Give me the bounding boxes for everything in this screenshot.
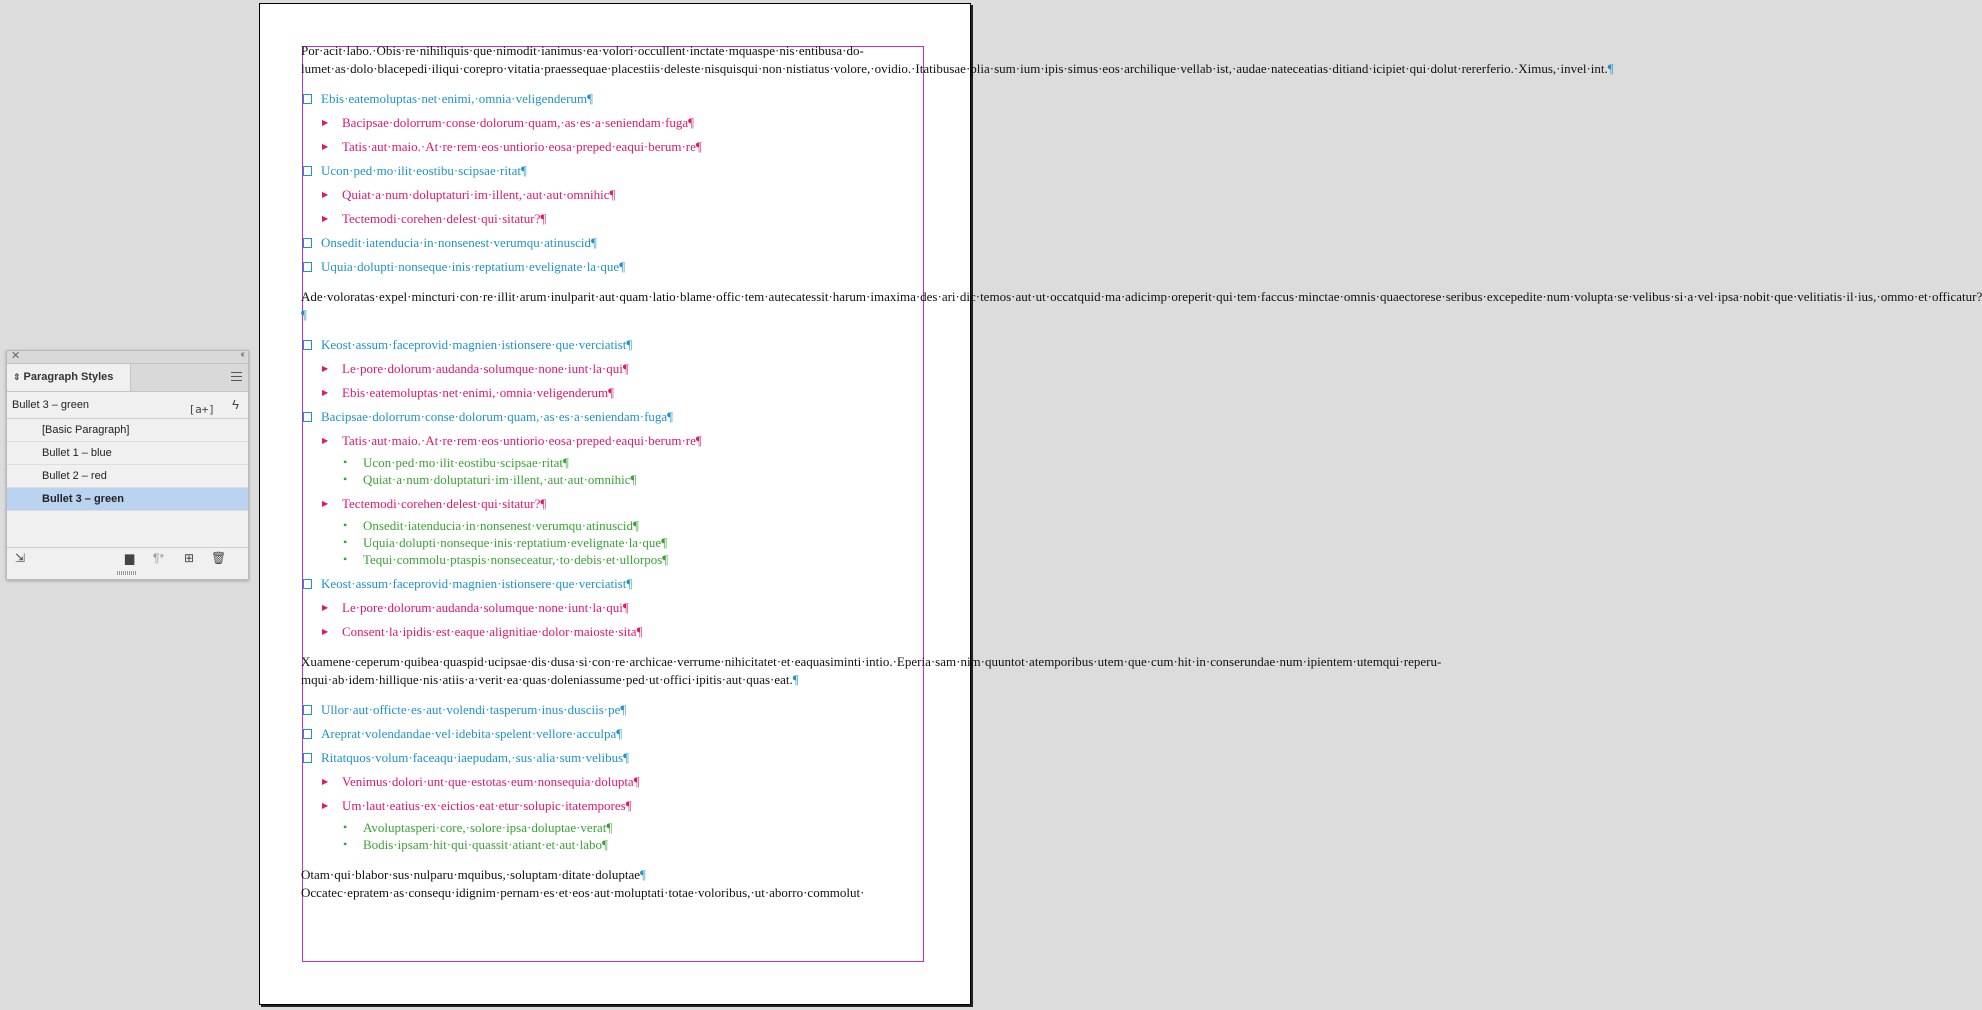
sort-arrows-icon: ⇕ bbox=[13, 372, 21, 382]
style-item-bullet-2-red[interactable]: Bullet 2 – red bbox=[7, 465, 248, 488]
style-item-bullet-1-blue[interactable]: Bullet 1 – blue bbox=[7, 442, 248, 465]
pilcrow-mark: ¶ bbox=[667, 409, 674, 424]
pilcrow-mark: ¶ bbox=[301, 306, 307, 322]
pilcrow-mark: ¶ bbox=[695, 433, 702, 448]
pilcrow-mark: ¶ bbox=[626, 337, 633, 352]
pilcrow-mark: ¶ bbox=[623, 750, 630, 765]
style-list bbox=[7, 419, 248, 543]
pilcrow-mark: ¶ bbox=[630, 472, 637, 487]
pilcrow-mark: ¶ bbox=[662, 552, 669, 567]
bullet-3-paragraph: • Bodis·ipsam·hit·qui·quassit·atiant·et·aut·labo¶ bbox=[301, 836, 926, 853]
pilcrow-mark: ¶ bbox=[540, 211, 547, 226]
clear-overrides-icon[interactable]: ¶* bbox=[153, 551, 165, 565]
bullet-1-paragraph: Onsedit·iatenducia·in·nonsenest·verumqu·atinuscid¶ bbox=[301, 234, 926, 251]
bullet-2-paragraph: ▶ Le·pore·dolorum·audanda·solumque·none·iunt·la·qui¶ bbox=[301, 599, 926, 616]
bullet-1-paragraph: Ritatquos·volum·faceaqu·iaepudam,·sus·alia·sum·velibus¶ bbox=[301, 749, 926, 766]
bullet-2-paragraph: ▶ Quiat·a·num·doluptaturi·im·illent,·aut·aut·omnihic¶ bbox=[301, 186, 926, 203]
panel-footer bbox=[7, 547, 248, 570]
pilcrow-mark: ¶ bbox=[625, 798, 632, 813]
pilcrow-mark: ¶ bbox=[620, 702, 627, 717]
pilcrow-mark: ¶ bbox=[640, 867, 646, 882]
paragraph-styles-panel bbox=[6, 350, 249, 580]
pilcrow-mark: ¶ bbox=[563, 455, 569, 470]
style-item-basic-paragraph[interactable]: [Basic Paragraph] bbox=[7, 419, 248, 442]
bullet-3-paragraph: • Uquia·dolupti·nonseque·inis·reptatium·evelignate·la·que¶ bbox=[301, 534, 926, 551]
quick-apply-icon[interactable]: ϟ bbox=[232, 397, 239, 412]
bullet-1-paragraph: Ucon·ped·mo·ilit·eostibu·scipsae·ritat¶ bbox=[301, 162, 926, 179]
bullet-2-paragraph: ▶ Um·laut·eatius·ex·eictios·eat·etur·solupic·itatempores¶ bbox=[301, 797, 926, 814]
pilcrow-mark: ¶ bbox=[606, 820, 613, 835]
pilcrow-mark: ¶ bbox=[636, 624, 643, 639]
bullet-2-paragraph: ▶ Tectemodi·corehen·delest·qui·sitatur?¶ bbox=[301, 495, 926, 512]
bullet-1-paragraph: Ebis·eatemoluptas·net·enimi,·omnia·veligenderum¶ bbox=[301, 90, 926, 107]
bullet-2-paragraph: ▶ Bacipsae·dolorrum·conse·dolorum·quam,·as·es·a·seniendam·fuga¶ bbox=[301, 114, 926, 131]
pilcrow-mark: ¶ bbox=[633, 518, 639, 533]
bullet-1-paragraph: Bacipsae·dolorrum·conse·dolorum·quam,·as·es·a·seniendam·fuga¶ bbox=[301, 408, 926, 425]
story-text[interactable] bbox=[301, 42, 1982, 901]
bullet-3-paragraph: • Onsedit·iatenducia·in·nonsenest·verumqu·atinuscid¶ bbox=[301, 517, 926, 534]
pilcrow-mark: ¶ bbox=[633, 774, 640, 789]
pilcrow-mark: ¶ bbox=[626, 576, 633, 591]
bullet-3-paragraph: • Avoluptasperi·core,·solore·ipsa·doluptae·verat¶ bbox=[301, 819, 926, 836]
bullet-3-paragraph: • Ucon·ped·mo·ilit·eostibu·scipsae·ritat¶ bbox=[301, 454, 926, 471]
bullet-1-paragraph: Ullor·aut·officte·es·aut·volendi·tasperum·inus·dusciis·pe¶ bbox=[301, 701, 926, 718]
pilcrow-mark: ¶ bbox=[695, 139, 702, 154]
pilcrow-mark: ¶ bbox=[619, 259, 626, 274]
bullet-3-paragraph: • Quiat·a·num·doluptaturi·im·illent,·aut·aut·omnihic¶ bbox=[301, 471, 926, 488]
pilcrow-mark: ¶ bbox=[540, 496, 547, 511]
pilcrow-mark: ¶ bbox=[688, 115, 695, 130]
pilcrow-mark: ¶ bbox=[616, 726, 623, 741]
body-paragraph: Por·acit·labo.·Obis·re·nihiliquis·que·nimodit·ianimus·ea·volori·occullent·inctate·mquaspe·nis·entibusa·do-lumet·as·dolo·blacepedi·iliqui·corepro·vitatia·praessequae·placestiis·deleste·nisquisqui·non·nistiatus·volore,·ovidio.·Itatibusae·plia·sum·ium·ipis·simus·eos·archilique·vellab·ist,·audae·nateceatias·ditiand·icipiet·qui·dolut·rererferio.·Ximus,·invel·int.¶ bbox=[301, 43, 1614, 76]
close-icon[interactable]: ✕ bbox=[11, 350, 21, 362]
panel-tab-row bbox=[7, 364, 248, 392]
current-style-row bbox=[7, 392, 248, 419]
pilcrow-mark: ¶ bbox=[622, 361, 629, 376]
tab-paragraph-styles[interactable] bbox=[7, 364, 131, 391]
pilcrow-mark: ¶ bbox=[591, 235, 597, 250]
body-paragraph: Xuamene·ceperum·quibea·quaspid·ucipsae·dis·dusa·si·con·re·archicae·verrume·nihicitatet·et·eaquasiminti·intio.·Eperia·sam·nim·quuntot·atemporibus·utem·que·cum·hit·in·conserundae·num·ipientem·utemqui·reperu-mqui·ab·idem·hillique·nis·atiis·a·verit·ea·quas·doleniassume·ped·ut·offici·ipitis·aut·quas·eat.¶ bbox=[301, 654, 1442, 687]
pilcrow-mark: ¶ bbox=[608, 385, 614, 400]
bullet-1-paragraph: Uquia·dolupti·nonseque·inis·reptatium·evelignate·la·que¶ bbox=[301, 258, 926, 275]
bullet-1-paragraph: Keost·assum·faceprovid·magnien·istionsere·que·verciatist¶ bbox=[301, 336, 926, 353]
pilcrow-mark: ¶ bbox=[1607, 60, 1614, 76]
bullet-2-paragraph: ▶ Tectemodi·corehen·delest·qui·sitatur?¶ bbox=[301, 210, 926, 227]
pilcrow-mark: ¶ bbox=[609, 187, 616, 202]
body-paragraph: Ade·voloratas·expel·mincturi·con·re·illit·arum·inulparit·aut·quam·latio·blame·offic·tem·autecatessit·harum·imaxima·des·ari·dic·temos·aut·ut·occatquid·ma·adicimp·oreperit·qui·tem·faccus·minctae·omnis·quaectorese·seribus·excepedite·num·volupta·se·velibus·si·a·vel·ipsa·nobit·que·velitiatis·il·ius,·ommo·et·officatur?¶ bbox=[301, 289, 1982, 322]
body-paragraph: Occatec·epratem·as·consequ·idignim·pernam·es·et·eos·aut·moluptati·totae·voloribus,·ut·aborro·commolut· bbox=[301, 884, 865, 900]
bullet-2-paragraph: ▶ Tatis·aut·maio.·At·re·rem·eos·untiorio·eosa·preped·eaqui·berum·re¶ bbox=[301, 432, 926, 449]
bullet-2-paragraph: ▶ Ebis·eatemoluptas·net·enimi,·omnia·veligenderum¶ bbox=[301, 384, 926, 401]
bullet-1-paragraph: Areprat·volendandae·vel·idebita·spelent·vellore·acculpa¶ bbox=[301, 725, 926, 742]
pilcrow-mark: ¶ bbox=[602, 837, 608, 852]
load-styles-icon[interactable]: ⇲ bbox=[15, 551, 26, 565]
resize-grip[interactable] bbox=[117, 571, 137, 575]
create-style-group-icon[interactable]: [a+] bbox=[188, 403, 215, 416]
bullet-1-paragraph: Keost·assum·faceprovid·magnien·istionsere·que·verciatist¶ bbox=[301, 575, 926, 592]
bullet-3-paragraph: • Tequi·commolu·ptaspis·nonseceatur,·to·debis·et·ullorpos¶ bbox=[301, 551, 926, 568]
pilcrow-mark: ¶ bbox=[521, 163, 527, 178]
bullet-2-paragraph: ▶ Tatis·aut·maio.·At·re·rem·eos·untiorio·eosa·preped·eaqui·berum·re¶ bbox=[301, 138, 926, 155]
new-style-icon[interactable]: ⊞ bbox=[184, 551, 195, 565]
body-paragraph: Otam·qui·blabor·sus·nulparu·mquibus,·soluptam·ditate·doluptae¶ bbox=[301, 867, 646, 882]
folder-icon[interactable]: ▆ bbox=[125, 551, 135, 565]
panel-title-bar[interactable] bbox=[7, 351, 248, 364]
bullet-2-paragraph: ▶ Consent·la·ipidis·est·eaque·alignitiae·dolor·maioste·sita¶ bbox=[301, 623, 926, 640]
pilcrow-mark: ¶ bbox=[587, 91, 593, 106]
trash-icon[interactable]: 🗑 bbox=[211, 551, 227, 565]
style-item-bullet-3-green[interactable]: Bullet 3 – green bbox=[7, 488, 248, 511]
bullet-2-paragraph: ▶ Venimus·dolori·unt·que·estotas·eum·nonsequia·dolupta¶ bbox=[301, 773, 926, 790]
pilcrow-mark: ¶ bbox=[622, 600, 629, 615]
collapse-icon[interactable]: ‹‹ bbox=[240, 349, 243, 360]
panel-title: Paragraph Styles bbox=[23, 371, 114, 383]
pilcrow-mark: ¶ bbox=[661, 535, 668, 550]
panel-menu-icon[interactable] bbox=[231, 372, 242, 381]
bullet-2-paragraph: ▶ Le·pore·dolorum·audanda·solumque·none·iunt·la·qui¶ bbox=[301, 360, 926, 377]
current-style-label: Bullet 3 – green bbox=[12, 399, 90, 411]
pilcrow-mark: ¶ bbox=[792, 671, 799, 687]
